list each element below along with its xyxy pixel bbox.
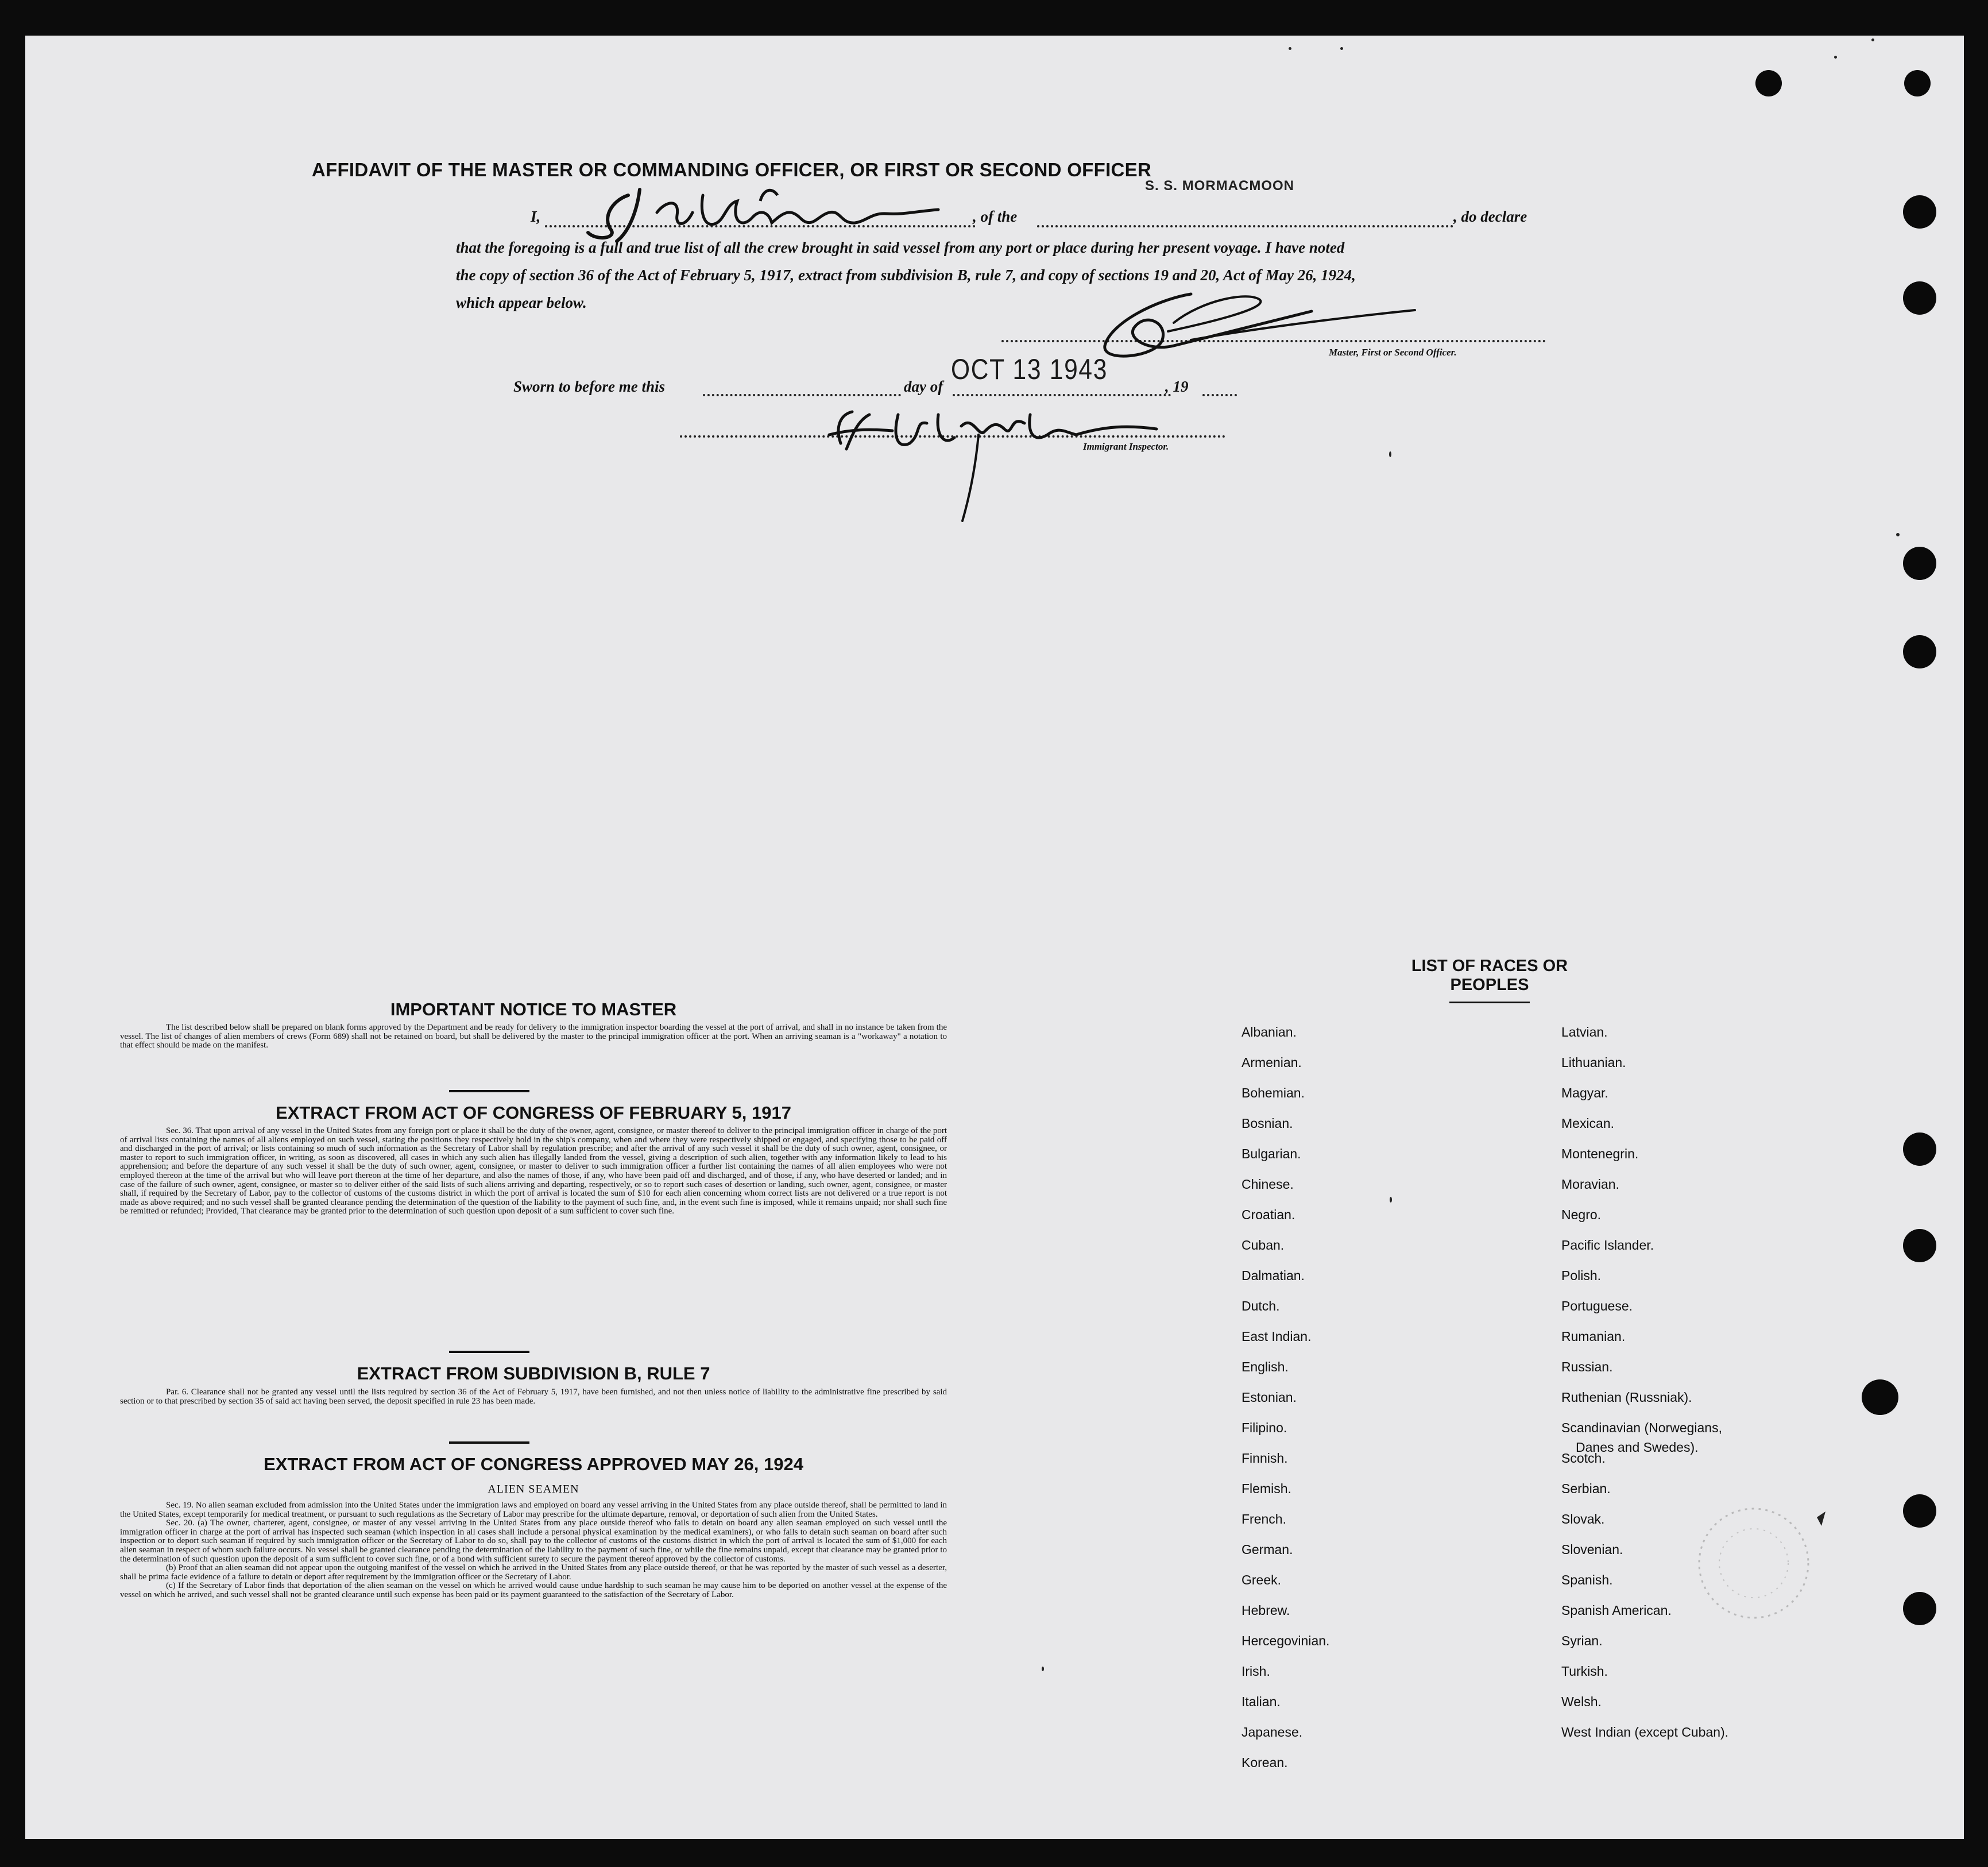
- race-item: Scotch.: [1561, 1451, 1606, 1466]
- section-20c-paragraph: (c) If the Secretary of Labor finds that deportation of the alien seaman on the vessel on which he arrived would cause undue hardship to such seaman he may cause him to be deported on another vessel at the expense of the vessel on which he arrived, and such vessel shall not be granted clearance until such expense has been paid or its payment guaranteed to the satisfaction of the Secretary of Labor.: [120, 1581, 947, 1599]
- race-item: Negro.: [1561, 1207, 1602, 1222]
- speck: [1389, 451, 1391, 457]
- race-item: Rumanian.: [1561, 1329, 1626, 1344]
- race-item: Cuban.: [1241, 1238, 1285, 1253]
- do-declare-label: , do declare: [1453, 208, 1527, 225]
- race-item: Finnish.: [1241, 1451, 1288, 1466]
- race-item: Magyar.: [1561, 1085, 1608, 1100]
- punch-hole: [1903, 547, 1936, 580]
- paragraph-6: Par. 6. Clearance shall not be granted any vessel until the lists required by section 36 of the Act of February 5, 1917, have been furnished, and not then unless notice of liability to the administrative fine prescribed by said section or to that prescribed by section 35 of said act having been served, the deposit specified in rule 23 has been made.: [120, 1387, 947, 1406]
- date-stamp: OCT 13 1943: [951, 353, 1108, 385]
- race-item: Japanese.: [1241, 1725, 1303, 1740]
- punch-hole: [1903, 1132, 1936, 1166]
- race-item: West Indian (except Cuban).: [1561, 1725, 1729, 1740]
- race-item: Flemish.: [1241, 1481, 1291, 1496]
- race-item: Montenegrin.: [1561, 1146, 1639, 1161]
- notice-body: [120, 1023, 947, 1050]
- extract-1917-heading: EXTRACT FROM ACT OF CONGRESS OF FEBRUARY 5, 1917: [276, 1103, 791, 1123]
- speck: [1896, 533, 1900, 536]
- embossed-seal: [1679, 1494, 1828, 1632]
- race-item: Albanian.: [1241, 1025, 1297, 1039]
- race-item: Pacific Islander.: [1561, 1238, 1654, 1253]
- notice-heading: IMPORTANT NOTICE TO MASTER: [390, 999, 677, 1019]
- race-item: Danes and Swedes).: [1576, 1440, 1699, 1455]
- race-item: Mexican.: [1561, 1116, 1615, 1131]
- year-label: , 19: [1165, 378, 1189, 395]
- race-item: Bosnian.: [1241, 1116, 1293, 1131]
- day-of-label: day of: [904, 378, 943, 395]
- race-item: Slovenian.: [1561, 1542, 1623, 1557]
- extract-1924-heading: EXTRACT FROM ACT OF CONGRESS APPROVED MAY 26, 1924: [264, 1454, 803, 1474]
- extract-1924-body: [120, 1501, 947, 1600]
- race-item: Greek.: [1241, 1572, 1282, 1587]
- rule-7-heading: EXTRACT FROM SUBDIVISION B, RULE 7: [357, 1363, 710, 1383]
- vessel-name-line: [1037, 225, 1453, 227]
- punch-hole: [1862, 1379, 1898, 1415]
- race-item: Ruthenian (Russniak).: [1561, 1390, 1692, 1405]
- speck: [1042, 1667, 1044, 1671]
- race-item: Italian.: [1241, 1694, 1281, 1709]
- speck: [1340, 47, 1343, 50]
- affidavit-line-3: the copy of section 36 of the Act of February 5, 1917, extract from subdivision B, rule 7, and copy of sections 19 and 20, Act of May 26, 1924,: [456, 266, 1356, 284]
- alien-seamen-subheading: ALIEN SEAMEN: [488, 1483, 579, 1495]
- race-item: French.: [1241, 1512, 1286, 1526]
- manifest-page: [25, 36, 1964, 1839]
- of-the-label: , of the: [973, 208, 1018, 225]
- punch-hole: [1903, 635, 1936, 668]
- race-item: Filipino.: [1241, 1420, 1287, 1435]
- race-item: Lithuanian.: [1561, 1055, 1626, 1070]
- race-item: Syrian.: [1561, 1633, 1603, 1648]
- punch-hole: [1904, 70, 1931, 96]
- race-item: Spanish.: [1561, 1572, 1613, 1587]
- punch-hole: [1903, 1494, 1936, 1528]
- race-item: English.: [1241, 1359, 1289, 1374]
- section-20b-paragraph: (b) Proof that an alien seaman did not appear upon the outgoing manifest of the vessel on which he arrived in the United States from any place outside thereof, or that he was reported by the master of such vessel as a deserter, shall be prima facie evidence of a failure to detain or deport after requirement by the immigration officer or the Secretary of Labor.: [120, 1563, 947, 1582]
- section-divider: [449, 1351, 529, 1353]
- punch-hole: [1903, 281, 1936, 315]
- race-item: Croatian.: [1241, 1207, 1295, 1222]
- race-item: Irish.: [1241, 1664, 1270, 1679]
- section-20a-paragraph: Sec. 20. (a) The owner, charterer, agent, consignee, or master of any vessel arriving in the United States from any place outside thereof who fails to detain on board any alien seaman employed on such vessel until the immigration officer in charge at the port of arrival has inspected such seaman (which inspection in all cases shall include a personal physical examination by the medical examiners), or who fails to detain such seaman on board after such inspection or to deport such seaman if required by such immigration officer or the Secretary of Labor to do so, shall pay to the collector of customs of the customs district in which the port of arrival is located the sum of $1,000 for each alien seaman in respect of whom such failure occurs. No vessel shall be granted clearance pending the determination of the liability to the payment of such fine, or while the fine remains unpaid, except that clearance may be granted prior to the determination of such question upon the deposit of a sum sufficient to cover such fine, or of a bond with sufficient surety to secure the payment thereof approved by the collector of customs.: [120, 1518, 947, 1564]
- speck: [1871, 38, 1874, 41]
- race-item: Bulgarian.: [1241, 1146, 1301, 1161]
- section-divider: [449, 1090, 529, 1092]
- race-item: Serbian.: [1561, 1481, 1611, 1496]
- affiant-prefix: I,: [531, 208, 541, 225]
- master-caption: Master, First or Second Officer.: [1329, 347, 1457, 358]
- punch-hole: [1903, 195, 1936, 229]
- race-item: Chinese.: [1241, 1177, 1294, 1192]
- punch-hole: [1755, 70, 1782, 96]
- race-item: Korean.: [1241, 1755, 1288, 1770]
- affidavit-line-4: which appear below.: [456, 294, 587, 311]
- races-divider: [1449, 1002, 1530, 1003]
- section-36-paragraph: Sec. 36. That upon arrival of any vessel in the United States from any foreign port or place it shall be the duty of the owner, agent, consignee, or master thereof to deliver to the principal immigration officer in charge of the port of arrival lists containing the names of all aliens employed on such vessel, stating the positions they respectively hold in the ship's company, when and where they were respectively shipped or engaged, and specifying those to be paid off and discharged in the port of arrival; or lists containing so much of such information as the Secretary of Labor shall by regulation prescribe; and after the arrival of any such vessel it shall be the duty of such owner, agent, consignee, or master to report to such immigration officer, in writing, as soon as discovered, all cases in which any such alien has illegally landed from the vessel, giving a description of such alien, together with any information likely to lead to his apprehension; and before the departure of any such vessel it shall be the duty of such owner, agent, consignee, or master to deliver to such immigration officer a further list containing the names of all alien employees who were not employed thereon at the time of the arrival but who will leave port thereon at the time of her departure, and also the names of those, if any, who have been paid off and discharged, and of those, if any, who have deserted or landed; and in case of the failure of such owner, agent, consignee, or master so to deliver either of the said lists of such aliens arriving and departing, respectively, or so to report such cases of desertion or landing, such owner, agent, consignee, or master shall, if required by the Secretary of Labor, pay to the collector of customs of the customs district in which the port of arrival is located the sum of $10 for each alien concerning whom correct lists are not delivered or a true report is not made as above required; and no such vessel shall be granted clearance pending the determination of the question of the liability to the payment of such fine, and, in the event such fine is imposed, while it remains unpaid; nor shall such fine be remitted or refunded; Provided, That clearance may be granted prior to the determination of such question upon deposit of a sum sufficient to cover such fine.: [120, 1126, 947, 1216]
- notice-paragraph: The list described below shall be prepared on blank forms approved by the Department and be ready for delivery to the immigration inspector boarding the vessel at the port of arrival, and shall in no instance be taken from the vessel. The list of changes of alien members of crews (Form 689) shall not be retained on board, but shall be delivered by the master to the principal immigration officer at the port. When an arriving seaman is a "workaway" a notation to that effect should be made on the manifest.: [120, 1023, 947, 1050]
- race-item: Portuguese.: [1561, 1298, 1633, 1313]
- section-19-paragraph: Sec. 19. No alien seaman excluded from admission into the United States under the immigration laws and employed on board any vessel arriving in the United States from any place outside thereof, shall be permitted to land in the United States, except temporarily for medical treatment, or pursuant to such regulations as the Secretary of Labor may prescribe for the ultimate departure, removal, or deportation of such alien from the United States.: [120, 1501, 947, 1519]
- speck: [1289, 47, 1291, 50]
- section-divider: [449, 1441, 529, 1444]
- affidavit-title: AFFIDAVIT OF THE MASTER OR COMMANDING OFFICER, OR FIRST OR SECOND OFFICER: [311, 159, 1152, 180]
- vessel-name-stamp: S. S. MORMACMOON: [1145, 178, 1294, 194]
- race-item: German.: [1241, 1542, 1293, 1557]
- race-item: Latvian.: [1561, 1025, 1608, 1039]
- race-item: Dutch.: [1241, 1298, 1280, 1313]
- race-item: Welsh.: [1561, 1694, 1602, 1709]
- race-item: Estonian.: [1241, 1390, 1297, 1405]
- race-item: Hercegovinian.: [1241, 1633, 1330, 1648]
- punch-hole: [1903, 1592, 1936, 1625]
- race-item: Polish.: [1561, 1268, 1602, 1283]
- races-heading: LIST OF RACES OR PEOPLES: [1411, 957, 1568, 994]
- race-item: East Indian.: [1241, 1329, 1312, 1344]
- inspector-caption: Immigrant Inspector.: [1083, 441, 1169, 452]
- punch-hole: [1903, 1229, 1936, 1262]
- sworn-label: Sworn to before me this: [513, 378, 666, 395]
- race-item: Spanish American.: [1561, 1603, 1672, 1618]
- race-item: Russian.: [1561, 1359, 1613, 1374]
- sworn-year-line: [1202, 394, 1237, 396]
- extract-1917-body: [120, 1127, 947, 1216]
- race-item: Scandinavian (Norwegians,: [1561, 1420, 1722, 1435]
- race-item: Slovak.: [1561, 1512, 1605, 1526]
- race-item: Hebrew.: [1241, 1603, 1290, 1618]
- race-item: Moravian.: [1561, 1177, 1619, 1192]
- rule-7-body: [120, 1388, 947, 1406]
- speck: [1390, 1197, 1392, 1203]
- affidavit-line-2: that the foregoing is a full and true list of all the crew brought in said vessel from any port or place during her present voyage. I have noted: [456, 239, 1345, 256]
- inspector-signature: [806, 380, 1162, 529]
- speck: [1834, 56, 1837, 59]
- race-item: Bohemian.: [1241, 1085, 1305, 1100]
- race-item: Armenian.: [1241, 1055, 1302, 1070]
- race-item: Turkish.: [1561, 1664, 1608, 1679]
- race-item: Dalmatian.: [1241, 1268, 1305, 1283]
